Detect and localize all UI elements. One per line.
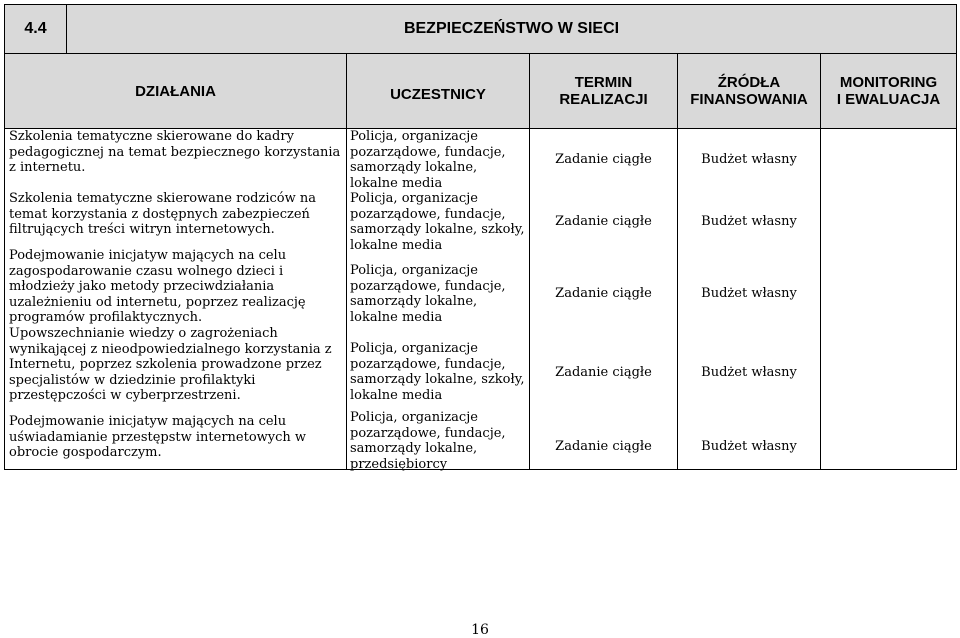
funding-item: Budżet własny bbox=[701, 365, 797, 380]
action-item: Podejmowanie inicjatyw mających na celu zagospodarowanie czasu wolnego dzieci i młodzieży jako metody przeciwdziałania uzależnieniu od internetu, poprzez realizację programów profilaktycznych. bbox=[9, 248, 306, 326]
column-header-funding: ŹRÓDŁA FINANSOWANIA bbox=[678, 54, 821, 129]
participants-cell bbox=[347, 129, 530, 470]
term-line-2: REALIZACJI bbox=[559, 91, 648, 108]
participants-item: Policja, organizacje pozarządowe, fundacje, samorządy lokalne, lokalne media bbox=[350, 129, 506, 191]
actions-cell bbox=[5, 129, 347, 470]
term-item: Zadanie ciągłe bbox=[555, 286, 652, 301]
funding-item: Budżet własny bbox=[701, 152, 797, 167]
funding-item: Budżet własny bbox=[701, 439, 797, 454]
participants-item: Policja, organizacje pozarządowe, fundacje, samorządy lokalne, lokalne media bbox=[350, 263, 506, 325]
term-item: Zadanie ciągłe bbox=[555, 365, 652, 380]
funding-item: Budżet własny bbox=[701, 214, 797, 229]
participants-list bbox=[347, 129, 529, 472]
actions-list bbox=[5, 129, 346, 469]
plan-table bbox=[4, 4, 957, 470]
term-item: Zadanie ciągłe bbox=[555, 214, 652, 229]
funding-cell bbox=[678, 129, 821, 470]
column-header-monitoring: MONITORING I EWALUACJA bbox=[821, 54, 957, 129]
page-number: 16 bbox=[471, 622, 489, 638]
section-header-row bbox=[5, 5, 957, 54]
monitoring-list bbox=[821, 129, 956, 469]
monitoring-cell bbox=[821, 129, 957, 470]
action-item: Szkolenia tematyczne skierowane do kadry pedagogicznej na temat bezpiecznego korzystania z internetu. bbox=[9, 129, 341, 176]
funding-item: Budżet własny bbox=[701, 286, 797, 301]
action-item: Szkolenia tematyczne skierowane rodziców na temat korzystania z dostępnych zabezpieczeń filtrujących treści witryn internetowych. bbox=[9, 191, 316, 238]
section-title: BEZPIECZEŃSTWO W SIECI bbox=[67, 5, 957, 54]
term-item: Zadanie ciągłe bbox=[555, 152, 652, 167]
term-item: Zadanie ciągłe bbox=[555, 439, 652, 454]
section-number: 4.4 bbox=[5, 5, 67, 54]
column-header-row bbox=[5, 54, 957, 129]
participants-item: Policja, organizacje pozarządowe, fundacje, samorządy lokalne, szkoły, lokalne media bbox=[350, 341, 525, 403]
participants-item: Policja, organizacje pozarządowe, fundacje, samorządy lokalne, szkoły, lokalne media bbox=[350, 191, 525, 253]
column-header-participants: UCZESTNICY bbox=[347, 54, 530, 129]
participants-item: Policja, organizacje pozarządowe, fundacje, samorządy lokalne, przedsiębiorcy bbox=[350, 410, 506, 472]
action-item: Upowszechnianie wiedzy o zagrożeniach wynikającej z nieodpowiedzialnego korzystania z Internetu, poprzez szkolenia prowadzone przez specjalistów w dziedzinie profilaktyki przestępczości w cyberprzestrzeni. bbox=[9, 326, 332, 404]
column-header-actions: DZIAŁANIA bbox=[5, 54, 347, 129]
term-cell bbox=[530, 129, 678, 470]
term-line-1: TERMIN bbox=[574, 74, 633, 91]
action-item: Podejmowanie inicjatyw mających na celu uświadamianie przestępstw internetowych w obrocie gospodarczym. bbox=[9, 414, 307, 461]
column-header-term bbox=[530, 54, 678, 129]
term-list bbox=[530, 129, 677, 469]
table-body-row bbox=[5, 129, 957, 470]
funding-list bbox=[678, 129, 820, 469]
